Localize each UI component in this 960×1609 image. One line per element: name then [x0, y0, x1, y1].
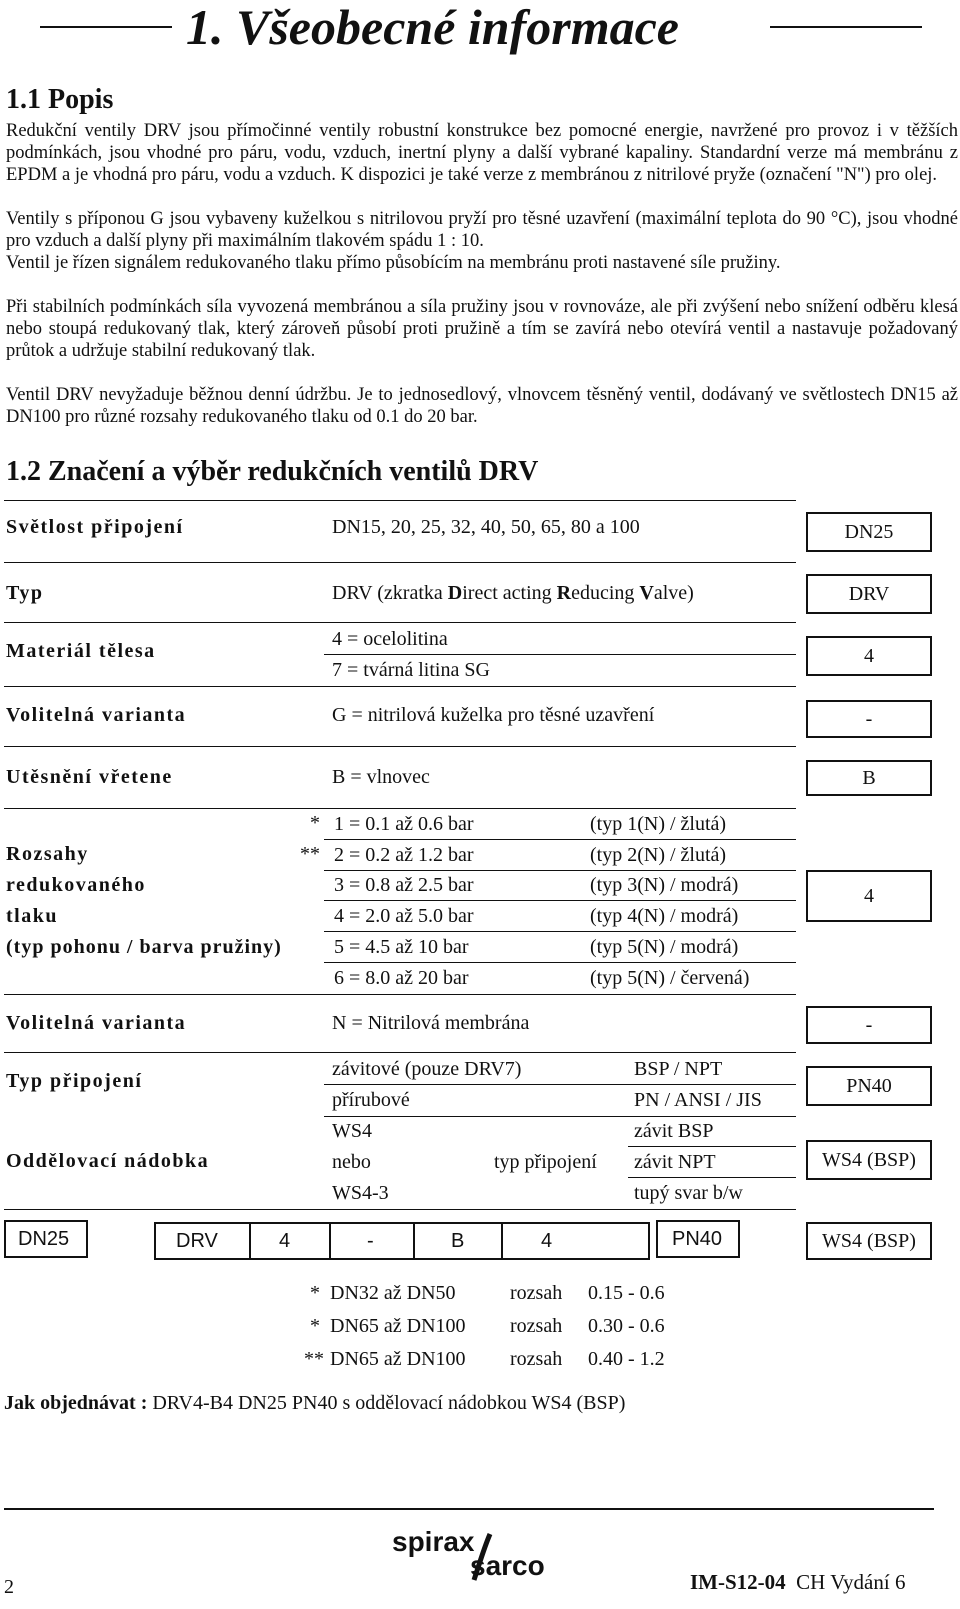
order-example-text: DRV4-B4 DN25 PN40 s oddělovací nádobkou WS4 (BSP)	[152, 1392, 626, 1414]
label-nadobka: Oddělovací nádobka	[6, 1150, 210, 1172]
note-mark-2: *	[310, 1315, 320, 1337]
order-box-connection: PN40	[656, 1220, 740, 1258]
type-nadobka-2: závit NPT	[634, 1151, 716, 1173]
range-value-1: 1 = 0.1 až 0.6 bar	[334, 813, 474, 835]
code-box-nadobka: WS4 (BSP)	[806, 1140, 932, 1180]
range-type-3: (typ 3(N) / modrá)	[590, 874, 739, 896]
label-utesneni: Utěsnění vřetene	[6, 766, 173, 788]
range-type-4: (typ 4(N) / modrá)	[590, 905, 739, 927]
paragraph-control: Ventil je řízen signálem redukovaného tlaku přímo působícím na membránu proti nastavené síle pružiny.	[6, 253, 781, 273]
type-nadobka-3: tupý svar b/w	[634, 1182, 743, 1204]
rule-range-1	[324, 839, 796, 840]
order-box-type: DRV	[154, 1222, 250, 1260]
note-label-2: rozsah	[510, 1315, 563, 1337]
header-rule-left	[40, 26, 172, 28]
value-typ: DRV (zkratka Direct acting Reducing Valve)	[332, 582, 694, 604]
code-box-material: 4	[806, 636, 932, 676]
code-box-svetlost: DN25	[806, 512, 932, 552]
order-box-pot: WS4 (BSP)	[806, 1222, 932, 1260]
note-range-1: 0.15 - 0.6	[588, 1282, 665, 1304]
value-nadobka-middle: typ připojení	[494, 1151, 597, 1173]
paragraph-intro: Redukční ventily DRV jsou přímočinné ventily robustní konstrukce bez pomocné energie, navržené pro provoz i v těžších podmínkách, jsou vhodné pro páru, vodu, vzduch, inertní plyny a další vybrané kapaliny. Standardní verze má membránu z EPDM a je vhodná pro páru, vodu a vzduch. K dispozici je také verze z membránou z nitrilové pryže (označení "N") pro olej.	[6, 121, 958, 185]
section-heading-znaceni: 1.2 Značení a výběr redukčních ventilů DRV	[6, 456, 539, 487]
value-material-1: 4 = ocelolitina	[332, 628, 448, 650]
footer-rule	[4, 1508, 934, 1510]
value-nadobka-1: WS4	[332, 1120, 372, 1142]
page-number: 2	[4, 1576, 14, 1598]
range-value-5: 5 = 4.5 až 10 bar	[334, 936, 469, 958]
value-pripojeni-2: přírubové	[332, 1089, 410, 1111]
standard-pripojeni-2: PN / ANSI / JIS	[634, 1089, 762, 1111]
value-utesneni: B = vlnovec	[332, 766, 430, 788]
rule-range-5	[324, 962, 796, 963]
rule-utesneni	[4, 808, 796, 809]
label-volitelna-2: Volitelná varianta	[6, 1012, 187, 1034]
rule-range-2	[324, 870, 796, 871]
order-box-material: 4	[250, 1222, 330, 1260]
spirax-sarco-logo	[392, 1528, 545, 1580]
value-material-2: 7 = tvárná litina SG	[332, 659, 490, 681]
range-value-3: 3 = 0.8 až 2.5 bar	[334, 874, 474, 896]
rule-range-4	[324, 931, 796, 932]
order-box-range: 4	[502, 1222, 650, 1260]
label-volitelna-1: Volitelná varianta	[6, 704, 187, 726]
code-box-volitelna-2: -	[806, 1006, 932, 1044]
order-example-label: Jak objednávat :	[4, 1392, 148, 1414]
rule-volitelna-2	[4, 1052, 796, 1053]
range-type-1: (typ 1(N) / žlutá)	[590, 813, 727, 835]
range-type-5: (typ 5(N) / modrá)	[590, 936, 739, 958]
rule-pripojeni	[324, 1116, 796, 1117]
type-nadobka-1: závit BSP	[634, 1120, 714, 1142]
range-mark-1: *	[310, 812, 320, 834]
range-mark-2: **	[300, 843, 320, 865]
range-type-6: (typ 5(N) / červená)	[590, 967, 750, 989]
standard-pripojeni-1: BSP / NPT	[634, 1058, 723, 1080]
code-box-pripojeni: PN40	[806, 1066, 932, 1106]
note-label-3: rozsah	[510, 1348, 563, 1370]
paragraph-stability: Při stabilních podmínkách síla vyvozená membránou a síla pružiny jsou v rovnováze, ale při zvýšení nebo snížení odběru klesá nebo stoupá redukovaný tlak, který zároveň působí proti pružině a tím se zavírá nebo otevírá ventil a nastavuje požadovaný průtok a udržuje stabilní redukovaný tlak.	[6, 297, 958, 361]
note-mark-1: *	[310, 1282, 320, 1304]
range-value-6: 6 = 8.0 až 20 bar	[334, 967, 469, 989]
code-box-volitelna-1: -	[806, 700, 932, 738]
rule-typ	[4, 622, 796, 623]
page-title: 1. Všeobecné informace	[186, 0, 679, 55]
label-material: Materiál tělesa	[6, 640, 156, 662]
rule-pripojeni-mid	[324, 1084, 796, 1085]
range-value-2: 2 = 0.2 až 1.2 bar	[334, 844, 474, 866]
rule-volitelna-1	[4, 746, 796, 747]
order-example	[4, 1392, 625, 1415]
label-rozsahy-3: tlaku	[6, 905, 58, 927]
code-box-rozsahy: 4	[806, 870, 932, 922]
note-label-1: rozsah	[510, 1282, 563, 1304]
note-mark-3: **	[304, 1348, 324, 1370]
rule-nadobka-mid-2	[628, 1177, 796, 1178]
section-heading-popis: 1.1 Popis	[6, 84, 114, 115]
label-pripojeni: Typ připojení	[6, 1070, 143, 1092]
code-box-utesneni: B	[806, 760, 932, 796]
label-svetlost: Světlost připojení	[6, 516, 184, 538]
logo-bottom: sarco	[470, 1550, 545, 1581]
value-svetlost: DN15, 20, 25, 32, 40, 50, 65, 80 a 100	[332, 516, 640, 538]
rule-material-mid	[324, 654, 796, 655]
label-typ: Typ	[6, 582, 44, 604]
order-box-size: DN25	[4, 1220, 88, 1258]
range-value-4: 4 = 2.0 až 5.0 bar	[334, 905, 474, 927]
label-rozsahy-2: redukovaného	[6, 874, 146, 896]
value-volitelna-1: G = nitrilová kuželka pro těsné uzavření	[332, 704, 655, 726]
value-pripojeni-1: závitové (pouze DRV7)	[332, 1058, 522, 1080]
rule-rozsahy	[4, 994, 796, 995]
note-range-3: 0.40 - 1.2	[588, 1348, 665, 1370]
order-box-seal: B	[414, 1222, 502, 1260]
paragraph-g-variant: Ventily s příponou G jsou vybaveny kuželkou s nitrilovou pryží pro těsné uzavření (maximální teplota do 90 °C), jsou vhodné pro vzduch a další plyny při maximálním tlakovém spádu 1 : 10.	[6, 209, 958, 251]
header-rule-right	[770, 26, 922, 28]
rule-nadobka-mid-1	[628, 1146, 796, 1147]
value-volitelna-2: N = Nitrilová membrána	[332, 1012, 530, 1034]
range-type-2: (typ 2(N) / žlutá)	[590, 844, 727, 866]
value-nadobka-2: nebo	[332, 1151, 371, 1173]
paragraph-maintenance: Ventil DRV nevyžaduje běžnou denní údržbu. Je to jednosedlový, vlnovcem těsněný ventil, dodávaný ve světlostech DN15 až DN100 pro různé rozsahy redukovaného tlaku od 0.1 do 20 bar.	[6, 385, 958, 427]
value-nadobka-3: WS4-3	[332, 1182, 389, 1204]
document-code: IM-S12-04 CH Vydání 6	[690, 1570, 906, 1594]
label-rozsahy-1: Rozsahy	[6, 843, 89, 865]
note-text-3: DN65 až DN100	[330, 1348, 466, 1370]
note-range-2: 0.30 - 0.6	[588, 1315, 665, 1337]
rule-svetlost	[4, 562, 796, 563]
note-text-2: DN65 až DN100	[330, 1315, 466, 1337]
label-rozsahy-4: (typ pohonu / barva pružiny)	[6, 936, 282, 958]
rule-material	[4, 686, 796, 687]
rule-nadobka	[4, 1209, 796, 1210]
code-box-typ: DRV	[806, 574, 932, 614]
note-text-1: DN32 až DN50	[330, 1282, 456, 1304]
logo-top: spirax	[392, 1526, 475, 1557]
table-top-rule	[4, 500, 796, 501]
rule-range-3	[324, 900, 796, 901]
order-box-variant: -	[330, 1222, 414, 1260]
logo-swoosh-icon	[470, 1532, 494, 1582]
